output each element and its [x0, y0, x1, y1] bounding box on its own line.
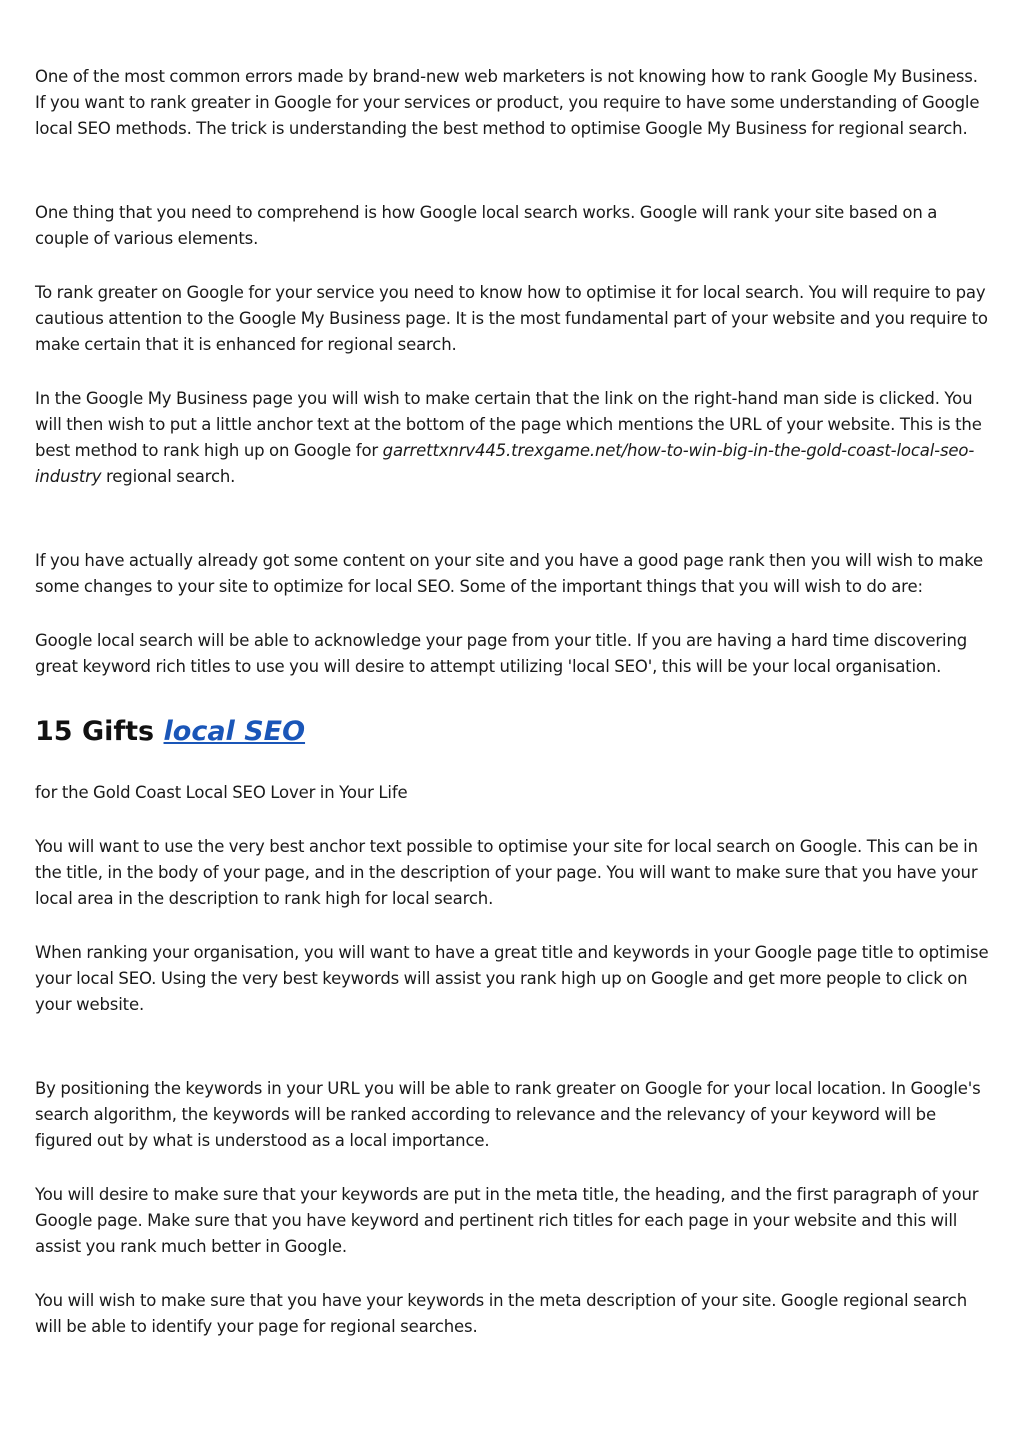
- section-heading: [35, 712, 990, 752]
- paragraph-anchor-text-after: regional search.: [101, 467, 236, 486]
- document-body: [35, 64, 990, 1340]
- paragraph-meta-description: You will wish to make sure that you have your keywords in the meta description of your site. Google regional search will be able to identify your page for regional searches.: [35, 1291, 967, 1336]
- paragraph-anchor-text: [35, 386, 990, 490]
- paragraph-subtitle: for the Gold Coast Local SEO Lover in Your Life: [35, 783, 408, 802]
- paragraph-optimise: To rank greater on Google for your service you need to know how to optimise it for local search. You will require to pay cautious attention to the Google My Business page. It is the most fundamental part of your website and you require to make certain that it is enhanced for regional search.: [35, 283, 988, 354]
- paragraph-url-keywords: By positioning the keywords in your URL you will be able to rank greater on Google for your local location. In Google's search algorithm, the keywords will be ranked according to relevance and the relevancy of your keyword will be figured out by what is understood as a local importance.: [35, 1079, 981, 1150]
- paragraph-anchor-text-before: In the Google My Business page you will wish to make certain that the link on the right-hand man side is clicked. You will then wish to put a little anchor text at the bottom of the page which mentions the URL of your website. This is the best method to rank high up on Google for: [35, 389, 982, 460]
- paragraph-local-search: One thing that you need to comprehend is how Google local search works. Google will rank your site based on a couple of various elements.: [35, 203, 938, 248]
- paragraph-meta-title: You will desire to make sure that your keywords are put in the meta title, the heading, and the first paragraph of your Google page. Make sure that you have keyword and pertinent rich titles for each page in your website and this will assist you rank much better in Google.: [35, 1185, 979, 1256]
- section-heading-prefix: 15 Gifts: [35, 716, 164, 747]
- paragraph-existing-content: If you have actually already got some content on your site and you have a good page rank then you will wish to make some changes to your site to optimize for local SEO. Some of the important things that you will wish to do are:: [35, 551, 984, 596]
- paragraph-best-anchor: You will want to use the very best anchor text possible to optimise your site for local search on Google. This can be in the title, in the body of your page, and in the description of your page. You will want to make sure that you have your local area in the description to rank high for local search.: [35, 837, 978, 908]
- paragraph-ranking: When ranking your organisation, you will want to have a great title and keywords in your Google page title to optimise your local SEO. Using the very best keywords will assist you rank high up on Google and get more people to click on your website.: [35, 943, 989, 1014]
- paragraph-title: Google local search will be able to acknowledge your page from your title. If you are having a hard time discovering great keyword rich titles to use you will desire to attempt utilizing 'local SEO', this will be your local organisation.: [35, 631, 968, 676]
- url-reference: garrettxnrv445.trexgame.net/how-to-win-big-in-the-gold-coast-local-seo-industry: [35, 441, 975, 486]
- local-seo-link[interactable]: local SEO: [163, 716, 306, 747]
- paragraph-intro: One of the most common errors made by brand-new web marketers is not knowing how to rank Google My Business. If you want to rank greater in Google for your services or product, you require to have some understanding of Google local SEO methods. The trick is understanding the best method to optimise Google My Business for regional search.: [35, 67, 980, 138]
